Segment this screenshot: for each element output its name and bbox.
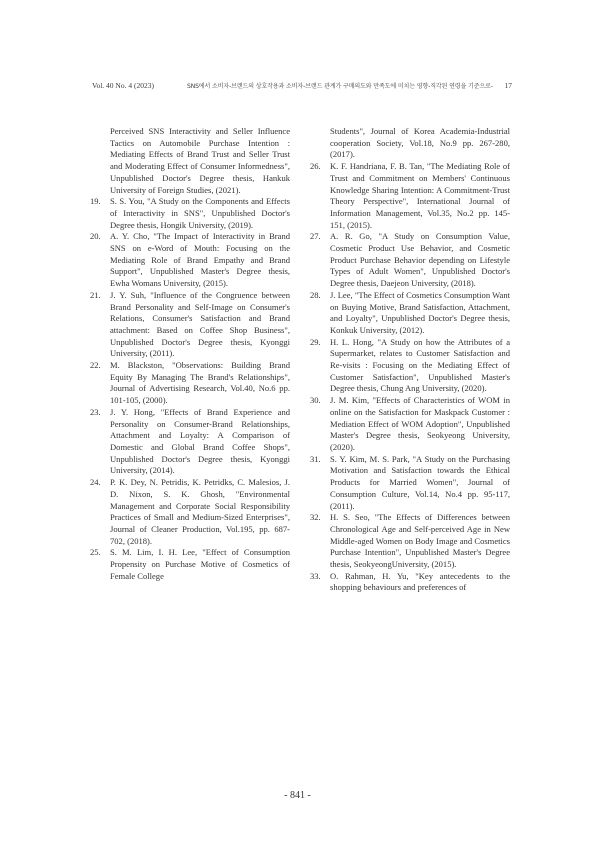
- reference-text: J. M. Kim, "Effects of Characteristics of WOM in online on the Satisfaction for Maskpack Customer : Mediation Effect of WOM Adoption", Unpublished Master's Degree thesis, Seokyeong University, (2020).: [330, 395, 510, 452]
- reference-number: 20.: [90, 231, 101, 242]
- reference-item: [310, 395, 510, 454]
- reference-item: [90, 231, 290, 290]
- reference-number: 26.: [310, 161, 321, 172]
- reference-number: 22.: [90, 360, 101, 371]
- reference-item: [310, 290, 510, 337]
- reference-number: 24.: [90, 477, 101, 488]
- reference-number: 30.: [310, 395, 321, 406]
- reference-item: [90, 126, 290, 196]
- running-header: [92, 79, 512, 93]
- reference-item: [90, 360, 290, 407]
- reference-text: O. Rahman, H. Yu, "Key antecedents to the shopping behaviours and preferences of: [330, 570, 510, 593]
- right-column: [310, 126, 510, 594]
- reference-item: [310, 571, 510, 594]
- reference-item: [310, 231, 510, 290]
- reference-number: 25.: [90, 547, 101, 558]
- reference-item: [90, 196, 290, 231]
- page-number-footer: - 841 -: [284, 790, 311, 801]
- reference-text: J. Lee, "The Effect of Cosmetics Consumption Want on Buying Motive, Brand Satisfaction, Attachment, and Loyalty", Unpublished Doctor's Degree thesis, Konkuk University, (2012).: [330, 289, 510, 335]
- reference-text: Students", Journal of Korea Academia-Industrial cooperation Society, Vol.18, No.9 pp. 267-280, (2017).: [330, 126, 510, 160]
- reference-number: 33.: [310, 570, 321, 581]
- reference-text: J. Y. Hong, "Effects of Brand Experience and Personality on Consumer-Brand Relationships, Attachment and Loyalty: A Comparison of Domestic and Global Brand Coffee Shops", Unpublished Doctor's Degree thesis, Kyonggi University, (2014).: [110, 406, 290, 476]
- reference-item: [310, 512, 510, 571]
- reference-text: A. R. Go, "A Study on Consumption Value, Cosmetic Product Use Behavior, and Cosmetic Product Purchase Behavior depending on Lifestyle Types of Adult Women", Unpublished Doctor's Degree thesis, Daejeon University, (2018).: [330, 231, 510, 289]
- reference-item: [310, 126, 510, 161]
- reference-number: 31.: [310, 453, 321, 464]
- reference-item: [90, 407, 290, 477]
- reference-text: M. Blackston, "Observations: Building Brand Equity By Managing The Brand's Relationships", Journal of Advertising Research, Vol.40, No.6 pp. 101-105, (2000).: [110, 360, 290, 406]
- reference-text: H. S. Seo, "The Effects of Differences between Chronological Age and Self-perceived Age in New Middle-aged Women on Body Image and Cosmetics Purchase Intention", Unpublished Master's Degree thesis, SeokyeongUniversity, (2015).: [330, 512, 510, 570]
- reference-item: [90, 477, 290, 547]
- header-page-number: 17: [504, 81, 512, 90]
- reference-number: 19.: [90, 196, 101, 207]
- reference-text: S. M. Lim, I. H. Lee, "Effect of Consumption Propensity on Purchase Motive of Cosmetics of Female College: [110, 547, 290, 581]
- reference-text: K. F. Handriana, F. B. Tan, "The Mediating Role of Trust and Commitment on Members' Continuous Knowledge Sharing Intention: A Commitment-Trust Theory Perspective", International Journal of Information Management, Vol.35, No.2 pp. 145-151, (2015).: [330, 161, 510, 230]
- reference-number: 29.: [310, 336, 321, 347]
- reference-text: J. Y. Suh, "Influence of the Congruence between Brand Personality and Self-Image on Consumer's Relations, Consumer's Satisfaction and Brand attachment: Based on Coffee Shop Business", Unpublished Doctor's Degree thesis, Kyonggi University, (2011).: [110, 289, 290, 359]
- reference-number: 21.: [90, 289, 101, 300]
- reference-item: [310, 337, 510, 396]
- reference-number: 32.: [310, 512, 321, 523]
- reference-text: S. S. You, "A Study on the Components and Effects of Interactivity in SNS", Unpublished Doctor's Degree thesis, Hongik University, (2019).: [110, 196, 290, 230]
- reference-text: P. K. Dey, N. Petridis, K. Petridks, C. Malesios, J. D. Nixon, S. K. Ghosh, "Environmental Management and Corporate Social Responsibility Practices of Small and Medium-Sized Enterprises", Journal of Cleaner Production, Vol.195, pp. 687-702, (2018).: [110, 477, 290, 546]
- reference-item: [310, 454, 510, 513]
- reference-item: [310, 161, 510, 231]
- reference-number: 28.: [310, 289, 321, 300]
- running-title: SNS에서 소비자-브랜드의 상호작용과 소비자-브랜드 관계가 구매의도와 만족도에 미치는 영향-직각된 연령을 기준으로-: [187, 83, 493, 90]
- reference-text: S. Y. Kim, M. S. Park, "A Study on the Purchasing Motivation and Satisfaction towards the Ethical Products for Married Women", Journal of Consumption Culture, Vol.14, No.4 pp. 95-117, (2011).: [330, 453, 510, 511]
- reference-text: Perceived SNS Interactivity and Seller Influence Tactics on Automobile Purchase Intention : Mediating Effects of Brand Trust and Seller Trust and Moderating Effect of Consumer Informedness", Unpublished Doctor's Degree thesis, Hankuk University of Foreign Studies, (2021).: [110, 126, 290, 195]
- reference-item: [90, 290, 290, 360]
- left-column: [90, 126, 290, 582]
- reference-number: 23.: [90, 406, 101, 417]
- reference-item: [90, 547, 290, 582]
- journal-volume: Vol. 40 No. 4 (2023): [92, 81, 154, 90]
- reference-text: A. Y. Cho, "The Impact of Interactivity in Brand SNS on e-Word of Mouth: Focusing on the Mediating Role of Brand Empathy and Brand Support", Unpublished Master's Degree thesis, Ewha Womans University, (2015).: [110, 231, 290, 289]
- reference-text: H. L. Hong, "A Study on how the Attributes of a Supermarket, relates to Customer Satisfaction and Re-visits : Focusing on the Mediating Effect of Customer Satisfaction", Unpublished Master's Degree thesis, Chung Ang University, (2020).: [330, 336, 510, 394]
- reference-number: 27.: [310, 231, 321, 242]
